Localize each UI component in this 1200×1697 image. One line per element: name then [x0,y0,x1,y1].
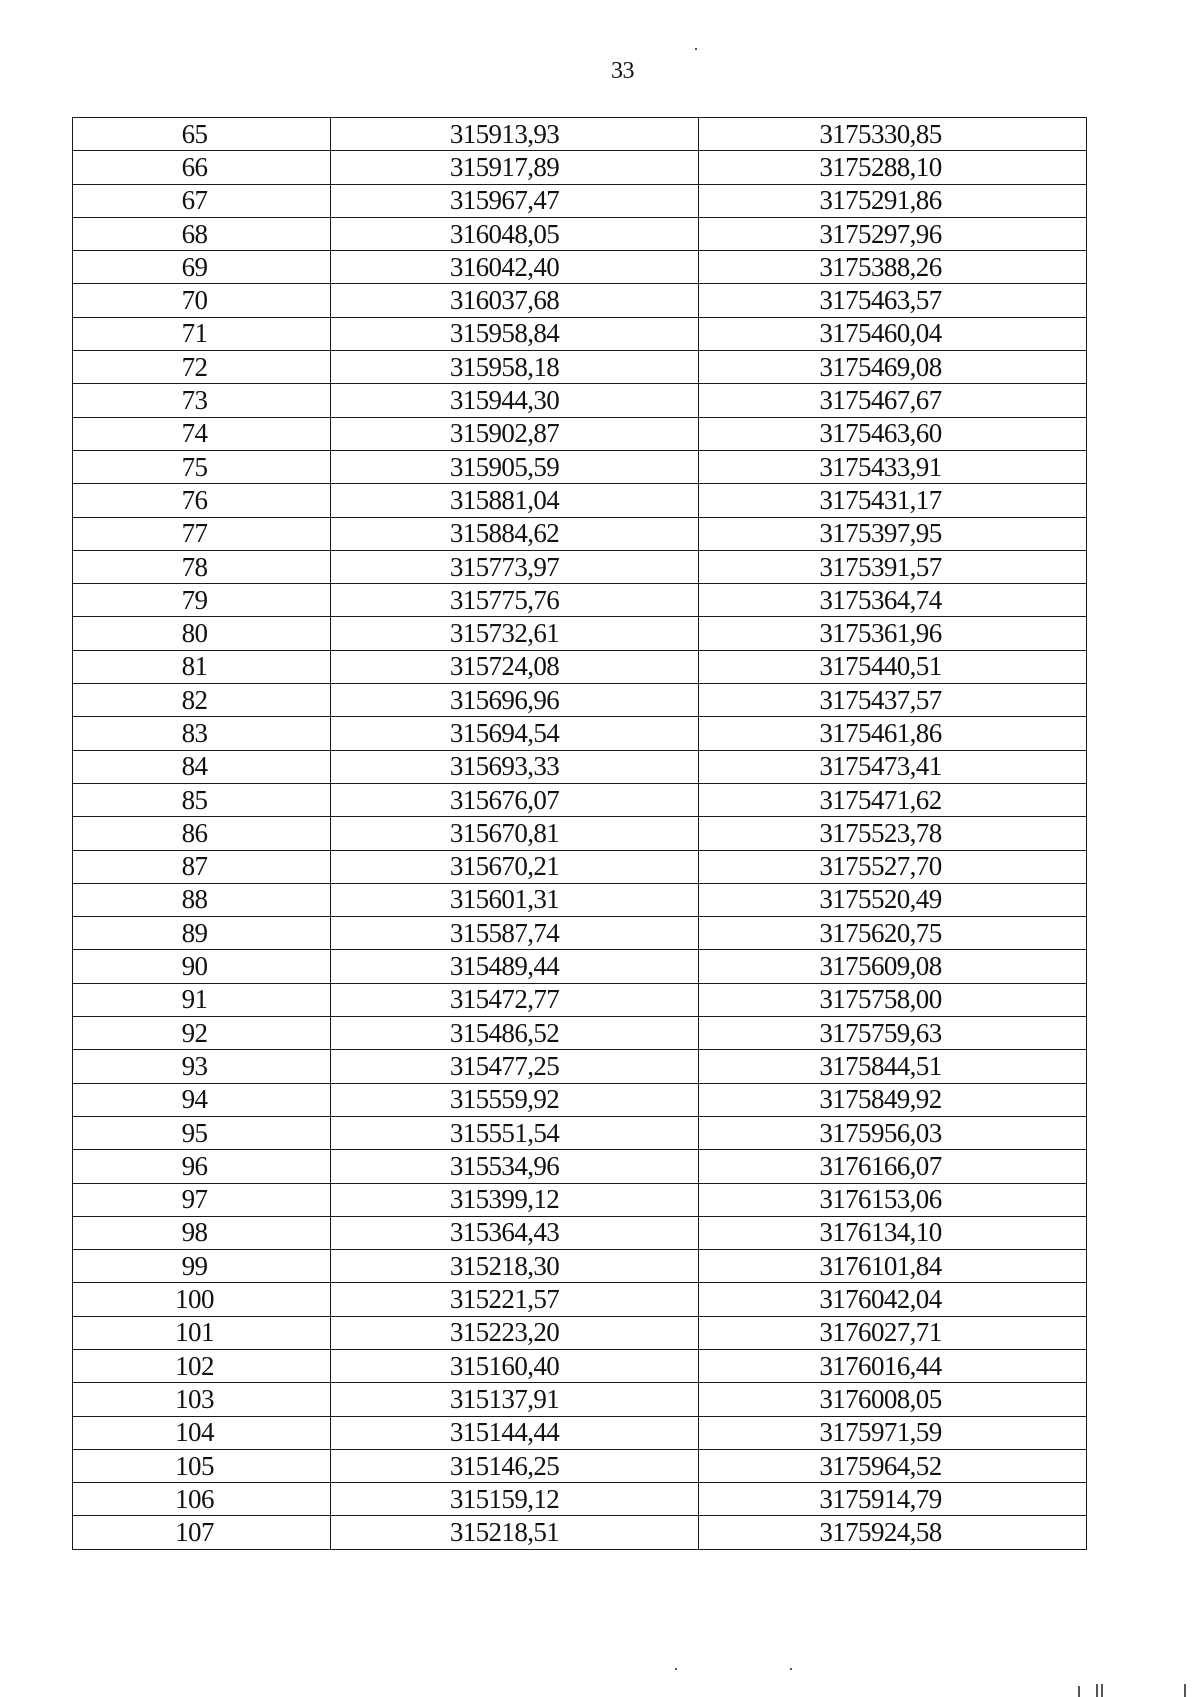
table-row [73,1383,1087,1416]
point-number-cell: 86 [73,817,331,850]
scan-speck [1078,1686,1080,1697]
table-row [73,850,1087,883]
x-coordinate-cell: 315775,76 [331,584,699,617]
table-row [73,1116,1087,1149]
table-row [73,118,1087,151]
point-number-cell: 74 [73,417,331,450]
x-coordinate-cell: 315694,54 [331,717,699,750]
table-row [73,584,1087,617]
x-coordinate-cell: 315489,44 [331,950,699,983]
point-number-cell: 84 [73,750,331,783]
table-row [73,783,1087,816]
x-coordinate-cell: 315159,12 [331,1483,699,1516]
point-number-cell: 77 [73,517,331,550]
y-coordinate-cell: 3175388,26 [699,251,1087,284]
table-row [73,883,1087,916]
table-row [73,450,1087,483]
x-coordinate-cell: 315146,25 [331,1449,699,1482]
point-number-cell: 88 [73,883,331,916]
point-number-cell: 94 [73,1083,331,1116]
coordinates-table-body [73,118,1087,1550]
point-number-cell: 85 [73,783,331,816]
table-row [73,550,1087,583]
y-coordinate-cell: 3176153,06 [699,1183,1087,1216]
x-coordinate-cell: 315472,77 [331,983,699,1016]
y-coordinate-cell: 3175473,41 [699,750,1087,783]
y-coordinate-cell: 3175971,59 [699,1416,1087,1449]
table-row [73,1250,1087,1283]
point-number-cell: 99 [73,1250,331,1283]
table-row [73,650,1087,683]
x-coordinate-cell: 315884,62 [331,517,699,550]
point-number-cell: 76 [73,484,331,517]
x-coordinate-cell: 315693,33 [331,750,699,783]
table-row [73,484,1087,517]
x-coordinate-cell: 315670,81 [331,817,699,850]
scan-speck [1096,1684,1098,1697]
y-coordinate-cell: 3175523,78 [699,817,1087,850]
x-coordinate-cell: 315551,54 [331,1116,699,1149]
y-coordinate-cell: 3175471,62 [699,783,1087,816]
point-number-cell: 93 [73,1050,331,1083]
y-coordinate-cell: 3175620,75 [699,917,1087,950]
y-coordinate-cell: 3175460,04 [699,317,1087,350]
x-coordinate-cell: 315137,91 [331,1383,699,1416]
x-coordinate-cell: 315364,43 [331,1216,699,1249]
x-coordinate-cell: 315958,84 [331,317,699,350]
point-number-cell: 72 [73,351,331,384]
x-coordinate-cell: 315587,74 [331,917,699,950]
point-number-cell: 95 [73,1116,331,1149]
x-coordinate-cell: 315601,31 [331,883,699,916]
point-number-cell: 101 [73,1316,331,1349]
table-row [73,1283,1087,1316]
point-number-cell: 65 [73,118,331,151]
table-row [73,1516,1087,1549]
point-number-cell: 105 [73,1449,331,1482]
point-number-cell: 71 [73,317,331,350]
table-row [73,750,1087,783]
x-coordinate-cell: 315559,92 [331,1083,699,1116]
page-number: 33 [611,58,634,84]
table-row [73,1183,1087,1216]
y-coordinate-cell: 3175391,57 [699,550,1087,583]
x-coordinate-cell: 315399,12 [331,1183,699,1216]
point-number-cell: 82 [73,684,331,717]
y-coordinate-cell: 3176027,71 [699,1316,1087,1349]
point-number-cell: 91 [73,983,331,1016]
x-coordinate-cell: 315958,18 [331,351,699,384]
table-row [73,151,1087,184]
table-row [73,917,1087,950]
scan-speck [790,1668,792,1670]
table-row [73,1349,1087,1382]
x-coordinate-cell: 315773,97 [331,550,699,583]
table-row [73,1050,1087,1083]
x-coordinate-cell: 315218,30 [331,1250,699,1283]
table-row [73,217,1087,250]
y-coordinate-cell: 3175433,91 [699,450,1087,483]
y-coordinate-cell: 3175759,63 [699,1017,1087,1050]
coordinates-table [72,117,1087,1550]
table-row [73,983,1087,1016]
x-coordinate-cell: 315967,47 [331,184,699,217]
x-coordinate-cell: 315917,89 [331,151,699,184]
y-coordinate-cell: 3175914,79 [699,1483,1087,1516]
scan-speck [1101,1684,1103,1697]
table-row [73,1416,1087,1449]
table-row [73,1017,1087,1050]
y-coordinate-cell: 3175956,03 [699,1116,1087,1149]
x-coordinate-cell: 315534,96 [331,1150,699,1183]
point-number-cell: 75 [73,450,331,483]
scan-speck [695,48,697,50]
y-coordinate-cell: 3176016,44 [699,1349,1087,1382]
x-coordinate-cell: 315477,25 [331,1050,699,1083]
x-coordinate-cell: 315732,61 [331,617,699,650]
table-row [73,517,1087,550]
x-coordinate-cell: 315881,04 [331,484,699,517]
y-coordinate-cell: 3175527,70 [699,850,1087,883]
x-coordinate-cell: 315913,93 [331,118,699,151]
point-number-cell: 100 [73,1283,331,1316]
table-row [73,317,1087,350]
y-coordinate-cell: 3175397,95 [699,517,1087,550]
x-coordinate-cell: 315218,51 [331,1516,699,1549]
scan-speck [1184,1684,1186,1697]
table-row [73,1449,1087,1482]
y-coordinate-cell: 3175844,51 [699,1050,1087,1083]
x-coordinate-cell: 315160,40 [331,1349,699,1382]
point-number-cell: 92 [73,1017,331,1050]
table-row [73,417,1087,450]
table-row [73,1483,1087,1516]
y-coordinate-cell: 3175964,52 [699,1449,1087,1482]
y-coordinate-cell: 3175330,85 [699,118,1087,151]
point-number-cell: 81 [73,650,331,683]
y-coordinate-cell: 3175361,96 [699,617,1087,650]
point-number-cell: 96 [73,1150,331,1183]
x-coordinate-cell: 315944,30 [331,384,699,417]
point-number-cell: 103 [73,1383,331,1416]
point-number-cell: 89 [73,917,331,950]
y-coordinate-cell: 3175440,51 [699,650,1087,683]
y-coordinate-cell: 3175467,67 [699,384,1087,417]
y-coordinate-cell: 3175437,57 [699,684,1087,717]
y-coordinate-cell: 3175461,86 [699,717,1087,750]
y-coordinate-cell: 3175463,57 [699,284,1087,317]
point-number-cell: 66 [73,151,331,184]
y-coordinate-cell: 3175924,58 [699,1516,1087,1549]
point-number-cell: 70 [73,284,331,317]
point-number-cell: 107 [73,1516,331,1549]
y-coordinate-cell: 3175609,08 [699,950,1087,983]
y-coordinate-cell: 3176134,10 [699,1216,1087,1249]
point-number-cell: 102 [73,1349,331,1382]
scan-speck [675,1668,677,1670]
table-row [73,717,1087,750]
table-row [73,617,1087,650]
y-coordinate-cell: 3175469,08 [699,351,1087,384]
point-number-cell: 67 [73,184,331,217]
x-coordinate-cell: 315221,57 [331,1283,699,1316]
point-number-cell: 68 [73,217,331,250]
point-number-cell: 78 [73,550,331,583]
point-number-cell: 104 [73,1416,331,1449]
y-coordinate-cell: 3175364,74 [699,584,1087,617]
y-coordinate-cell: 3176008,05 [699,1383,1087,1416]
point-number-cell: 87 [73,850,331,883]
point-number-cell: 73 [73,384,331,417]
y-coordinate-cell: 3175849,92 [699,1083,1087,1116]
table-row [73,1216,1087,1249]
y-coordinate-cell: 3175288,10 [699,151,1087,184]
x-coordinate-cell: 315486,52 [331,1017,699,1050]
x-coordinate-cell: 316037,68 [331,284,699,317]
point-number-cell: 79 [73,584,331,617]
point-number-cell: 106 [73,1483,331,1516]
x-coordinate-cell: 315696,96 [331,684,699,717]
table-row [73,384,1087,417]
y-coordinate-cell: 3176042,04 [699,1283,1087,1316]
point-number-cell: 69 [73,251,331,284]
table-row [73,184,1087,217]
point-number-cell: 98 [73,1216,331,1249]
y-coordinate-cell: 3176166,07 [699,1150,1087,1183]
table-row [73,284,1087,317]
table-row [73,950,1087,983]
x-coordinate-cell: 315670,21 [331,850,699,883]
x-coordinate-cell: 316042,40 [331,251,699,284]
table-row [73,817,1087,850]
y-coordinate-cell: 3175431,17 [699,484,1087,517]
table-row [73,1083,1087,1116]
x-coordinate-cell: 315144,44 [331,1416,699,1449]
y-coordinate-cell: 3175758,00 [699,983,1087,1016]
x-coordinate-cell: 315676,07 [331,783,699,816]
x-coordinate-cell: 315724,08 [331,650,699,683]
point-number-cell: 80 [73,617,331,650]
table-row [73,684,1087,717]
point-number-cell: 90 [73,950,331,983]
y-coordinate-cell: 3176101,84 [699,1250,1087,1283]
table-row [73,251,1087,284]
x-coordinate-cell: 316048,05 [331,217,699,250]
point-number-cell: 97 [73,1183,331,1216]
x-coordinate-cell: 315902,87 [331,417,699,450]
table-row [73,1316,1087,1349]
y-coordinate-cell: 3175297,96 [699,217,1087,250]
x-coordinate-cell: 315223,20 [331,1316,699,1349]
point-number-cell: 83 [73,717,331,750]
y-coordinate-cell: 3175463,60 [699,417,1087,450]
table-row [73,1150,1087,1183]
x-coordinate-cell: 315905,59 [331,450,699,483]
y-coordinate-cell: 3175291,86 [699,184,1087,217]
table-row [73,351,1087,384]
y-coordinate-cell: 3175520,49 [699,883,1087,916]
